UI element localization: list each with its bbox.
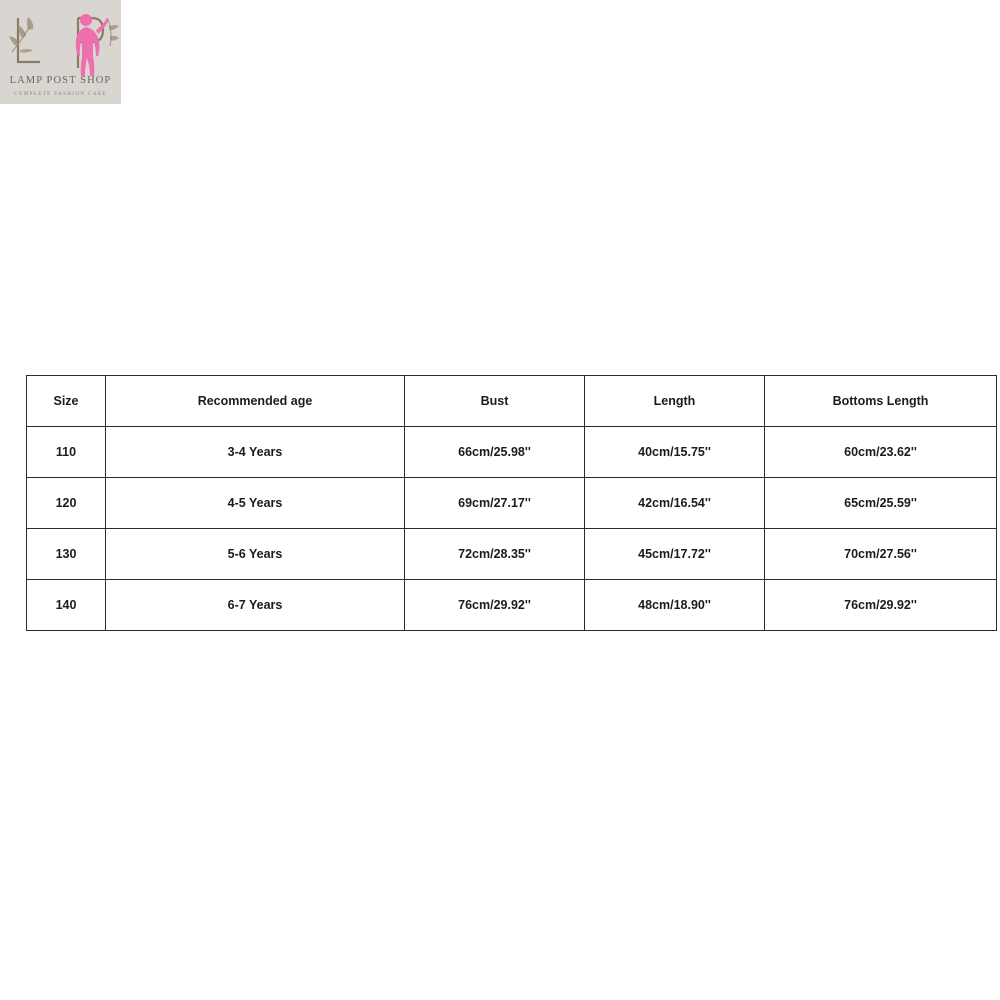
cell-size: 140 [27, 580, 106, 631]
cell-recommended-age: 6-7 Years [106, 580, 405, 631]
cell-recommended-age: 4-5 Years [106, 478, 405, 529]
cell-size: 110 [27, 427, 106, 478]
cell-bottoms-length: 76cm/29.92'' [765, 580, 997, 631]
logo-tagline: COMPLETE FASHION CARE [14, 92, 107, 97]
logo-brand-name: LAMP POST SHOP [9, 75, 112, 86]
cell-recommended-age: 5-6 Years [106, 529, 405, 580]
cell-length: 45cm/17.72'' [585, 529, 765, 580]
brand-logo [0, 0, 121, 104]
size-chart-table [26, 375, 997, 631]
logo-artwork [0, 0, 121, 104]
column-header-recommended-age: Recommended age [106, 376, 405, 427]
column-header-size: Size [27, 376, 106, 427]
cell-bust: 76cm/29.92'' [405, 580, 585, 631]
table-row [27, 529, 997, 580]
cell-length: 42cm/16.54'' [585, 478, 765, 529]
cell-bottoms-length: 70cm/27.56'' [765, 529, 997, 580]
cell-size: 120 [27, 478, 106, 529]
column-header-length: Length [585, 376, 765, 427]
table-row [27, 427, 997, 478]
cell-length: 48cm/18.90'' [585, 580, 765, 631]
cell-length: 40cm/15.75'' [585, 427, 765, 478]
cell-bottoms-length: 60cm/23.62'' [765, 427, 997, 478]
table-row [27, 580, 997, 631]
column-header-bottoms-length: Bottoms Length [765, 376, 997, 427]
cell-bust: 66cm/25.98'' [405, 427, 585, 478]
table-row [27, 478, 997, 529]
cell-bust: 72cm/28.35'' [405, 529, 585, 580]
table-header-row [27, 376, 997, 427]
cell-size: 130 [27, 529, 106, 580]
size-chart [26, 375, 974, 631]
cell-recommended-age: 3-4 Years [106, 427, 405, 478]
cell-bottoms-length: 65cm/25.59'' [765, 478, 997, 529]
cell-bust: 69cm/27.17'' [405, 478, 585, 529]
column-header-bust: Bust [405, 376, 585, 427]
